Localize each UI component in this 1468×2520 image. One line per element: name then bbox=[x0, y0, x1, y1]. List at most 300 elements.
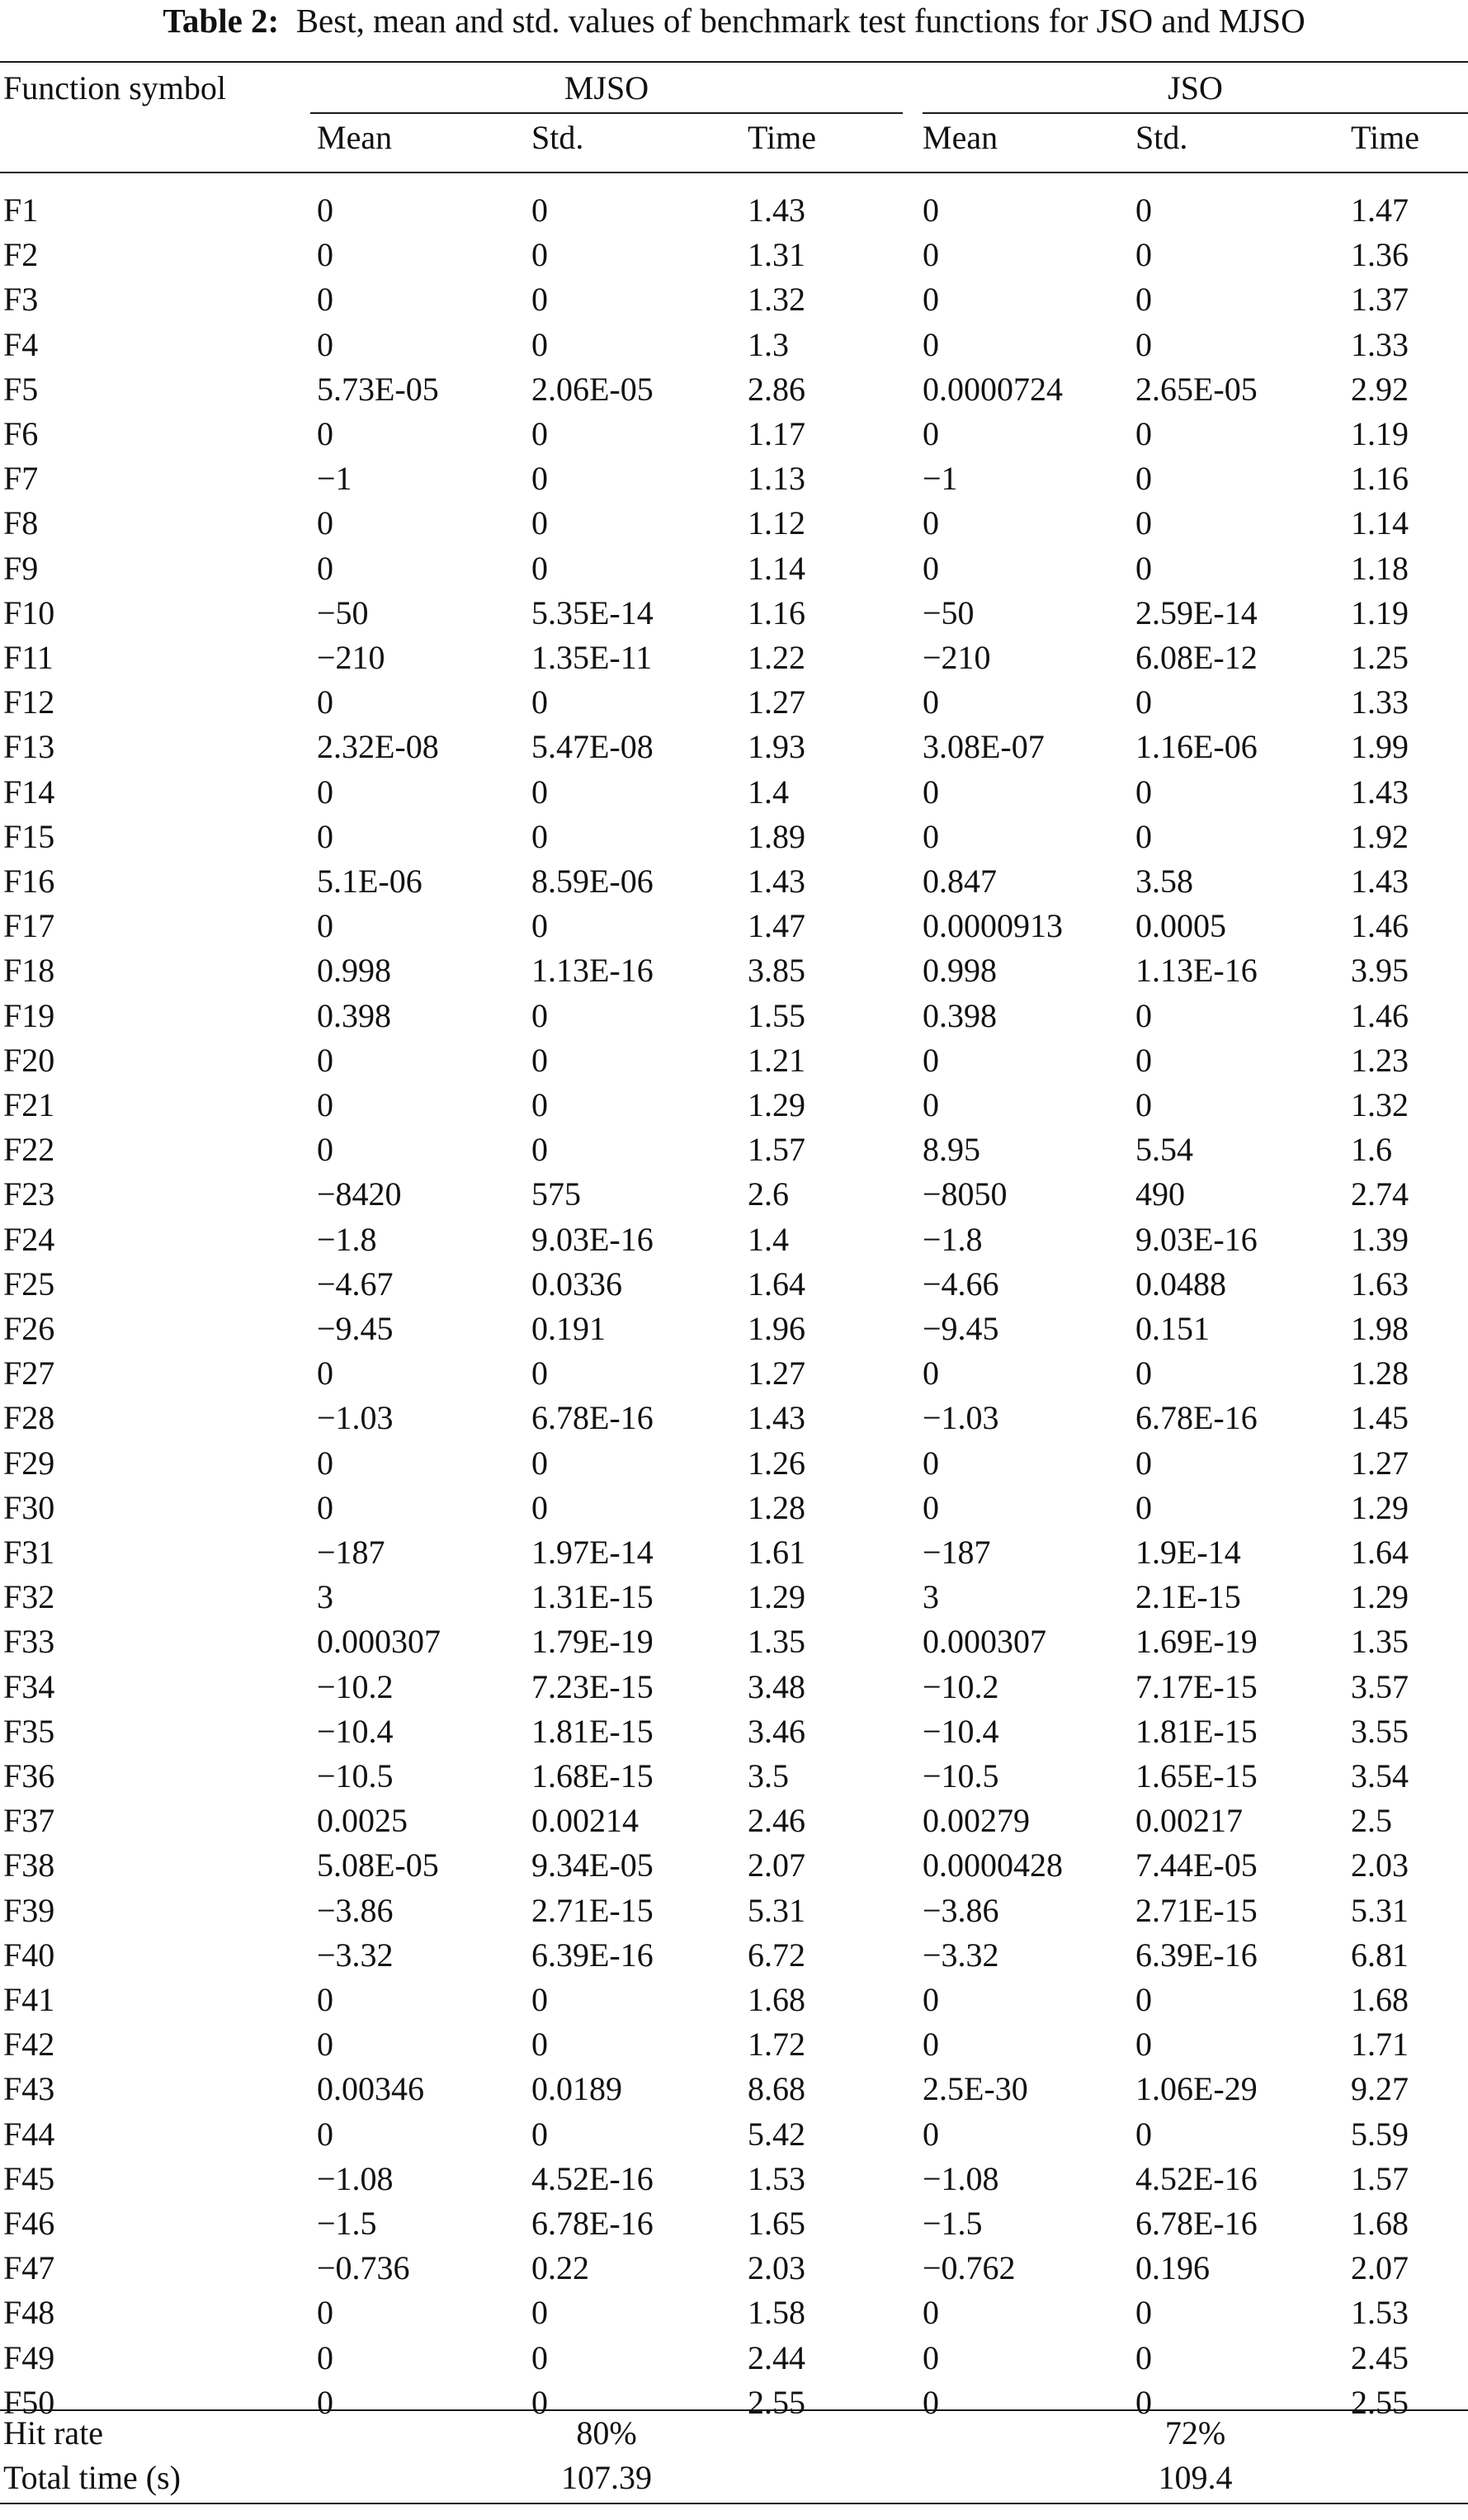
header-jso-mean: Mean bbox=[923, 119, 998, 156]
cell-jso-std: 0 bbox=[1135, 818, 1152, 855]
cell-mjso-time: 1.89 bbox=[748, 818, 805, 855]
cell-jso-time: 1.33 bbox=[1351, 683, 1409, 721]
cell-mjso-std: 1.35E-11 bbox=[531, 639, 653, 676]
cell-jso-mean: −3.86 bbox=[923, 1892, 999, 1929]
cell-jso-time: 9.27 bbox=[1351, 2070, 1409, 2107]
cell-mjso-time: 1.43 bbox=[748, 1399, 805, 1436]
cell-mjso-mean: −1 bbox=[317, 460, 352, 497]
header-rule bbox=[0, 172, 1468, 173]
cell-jso-time: 1.37 bbox=[1351, 281, 1409, 318]
cell-jso-mean: 0 bbox=[923, 191, 939, 229]
cell-mjso-std: 1.81E-15 bbox=[531, 1713, 654, 1750]
cell-function: F18 bbox=[3, 952, 55, 989]
footer-label: Hit rate bbox=[3, 2414, 104, 2451]
cell-mjso-std: 5.47E-08 bbox=[531, 728, 654, 765]
cell-jso-time: 1.98 bbox=[1351, 1310, 1409, 1347]
cell-jso-std: 0 bbox=[1135, 1981, 1152, 2018]
cell-mjso-time: 6.72 bbox=[748, 1936, 805, 1974]
cell-mjso-mean: 5.08E-05 bbox=[317, 1846, 439, 1884]
cell-jso-mean: 0 bbox=[923, 818, 939, 855]
cell-jso-mean: −1.08 bbox=[923, 2160, 999, 2197]
cell-mjso-mean: 0 bbox=[317, 1086, 333, 1123]
cell-mjso-time: 1.43 bbox=[748, 191, 805, 229]
bottom-rule bbox=[0, 2503, 1468, 2504]
cell-mjso-std: 0 bbox=[531, 460, 548, 497]
cell-mjso-mean: 0.998 bbox=[317, 952, 391, 989]
cell-mjso-time: 1.61 bbox=[748, 1534, 805, 1571]
cell-jso-time: 3.95 bbox=[1351, 952, 1409, 989]
cell-jso-time: 1.99 bbox=[1351, 728, 1409, 765]
cell-jso-mean: 0.000307 bbox=[923, 1623, 1046, 1660]
cell-jso-std: 0 bbox=[1135, 1086, 1152, 1123]
cell-mjso-time: 5.42 bbox=[748, 2116, 805, 2153]
cell-jso-mean: −1.03 bbox=[923, 1399, 999, 1436]
cell-jso-time: 1.68 bbox=[1351, 2205, 1409, 2242]
cell-function: F24 bbox=[3, 1221, 55, 1258]
cell-mjso-mean: 0 bbox=[317, 191, 333, 229]
footer-mjso-value: 80% bbox=[576, 2414, 637, 2451]
cell-jso-mean: −10.4 bbox=[923, 1713, 999, 1750]
cell-mjso-mean: 0 bbox=[317, 2339, 333, 2376]
cell-mjso-time: 1.26 bbox=[748, 1444, 805, 1482]
mjso-group-rule bbox=[310, 112, 903, 114]
cell-mjso-time: 1.16 bbox=[748, 594, 805, 631]
cell-function: F46 bbox=[3, 2205, 55, 2242]
cell-jso-mean: 0 bbox=[923, 1444, 939, 1482]
cell-mjso-mean: 0 bbox=[317, 326, 333, 363]
cell-function: F4 bbox=[3, 326, 39, 363]
cell-jso-mean: −10.5 bbox=[923, 1757, 999, 1794]
cell-mjso-time: 2.86 bbox=[748, 371, 805, 408]
cell-mjso-mean: −3.86 bbox=[317, 1892, 394, 1929]
cell-mjso-std: 9.34E-05 bbox=[531, 1846, 654, 1884]
cell-jso-std: 3.58 bbox=[1135, 863, 1193, 900]
cell-mjso-time: 1.3 bbox=[748, 326, 789, 363]
cell-mjso-mean: 5.73E-05 bbox=[317, 371, 439, 408]
cell-jso-time: 1.16 bbox=[1351, 460, 1409, 497]
cell-jso-std: 2.71E-15 bbox=[1135, 1892, 1258, 1929]
cell-jso-time: 2.5 bbox=[1351, 1802, 1392, 1839]
cell-mjso-time: 1.72 bbox=[748, 2026, 805, 2063]
cell-jso-std: 0 bbox=[1135, 2294, 1152, 2331]
cell-jso-time: 2.03 bbox=[1351, 1846, 1409, 1884]
cell-mjso-time: 1.22 bbox=[748, 639, 805, 676]
cell-mjso-std: 0.22 bbox=[531, 2249, 589, 2286]
cell-mjso-std: 0 bbox=[531, 2116, 548, 2153]
cell-jso-std: 0 bbox=[1135, 2384, 1152, 2421]
cell-mjso-mean: 0 bbox=[317, 550, 333, 587]
cell-mjso-std: 0 bbox=[531, 997, 548, 1034]
table-caption bbox=[0, 0, 1468, 41]
cell-mjso-mean: 0 bbox=[317, 1981, 333, 2018]
cell-mjso-mean: 0.000307 bbox=[317, 1623, 441, 1660]
cell-jso-std: 0 bbox=[1135, 1489, 1152, 1526]
cell-mjso-time: 2.55 bbox=[748, 2384, 805, 2421]
cell-mjso-mean: −4.67 bbox=[317, 1265, 394, 1303]
cell-mjso-time: 1.55 bbox=[748, 997, 805, 1034]
cell-jso-mean: 0 bbox=[923, 1086, 939, 1123]
cell-mjso-time: 1.28 bbox=[748, 1489, 805, 1526]
cell-mjso-time: 1.43 bbox=[748, 863, 805, 900]
cell-jso-time: 2.55 bbox=[1351, 2384, 1409, 2421]
cell-jso-mean: −8050 bbox=[923, 1175, 1008, 1213]
cell-jso-mean: 0 bbox=[923, 236, 939, 273]
cell-mjso-std: 0 bbox=[531, 1981, 548, 2018]
cell-mjso-mean: 2.32E-08 bbox=[317, 728, 439, 765]
cell-function: F29 bbox=[3, 1444, 55, 1482]
cell-mjso-time: 2.03 bbox=[748, 2249, 805, 2286]
cell-function: F32 bbox=[3, 1578, 55, 1615]
cell-jso-std: 1.65E-15 bbox=[1135, 1757, 1258, 1794]
cell-mjso-mean: −1.03 bbox=[317, 1399, 394, 1436]
cell-jso-std: 0 bbox=[1135, 773, 1152, 811]
cell-jso-std: 0 bbox=[1135, 997, 1152, 1034]
cell-mjso-mean: 0 bbox=[317, 683, 333, 721]
header-jso-std: Std. bbox=[1135, 119, 1188, 156]
cell-jso-time: 1.46 bbox=[1351, 907, 1409, 944]
cell-jso-mean: 0 bbox=[923, 2294, 939, 2331]
cell-jso-mean: 0 bbox=[923, 1042, 939, 1079]
cell-mjso-mean: 0 bbox=[317, 2116, 333, 2153]
cell-mjso-time: 1.31 bbox=[748, 236, 805, 273]
cell-jso-std: 1.9E-14 bbox=[1135, 1534, 1241, 1571]
cell-mjso-std: 1.97E-14 bbox=[531, 1534, 654, 1571]
cell-jso-time: 2.92 bbox=[1351, 371, 1409, 408]
cell-jso-std: 0 bbox=[1135, 460, 1152, 497]
cell-jso-mean: −0.762 bbox=[923, 2249, 1016, 2286]
cell-mjso-mean: −0.736 bbox=[317, 2249, 410, 2286]
cell-jso-mean: −9.45 bbox=[923, 1310, 999, 1347]
cell-jso-mean: 3.08E-07 bbox=[923, 728, 1045, 765]
cell-jso-std: 6.78E-16 bbox=[1135, 2205, 1258, 2242]
cell-function: F49 bbox=[3, 2339, 55, 2376]
cell-jso-std: 0 bbox=[1135, 504, 1152, 541]
cell-function: F2 bbox=[3, 236, 39, 273]
cell-mjso-time: 1.96 bbox=[748, 1310, 805, 1347]
cell-function: F38 bbox=[3, 1846, 55, 1884]
cell-jso-mean: 0 bbox=[923, 2339, 939, 2376]
cell-mjso-time: 1.65 bbox=[748, 2205, 805, 2242]
cell-jso-time: 1.63 bbox=[1351, 1265, 1409, 1303]
cell-jso-time: 1.28 bbox=[1351, 1355, 1409, 1392]
cell-function: F41 bbox=[3, 1981, 55, 2018]
cell-mjso-mean: −187 bbox=[317, 1534, 385, 1571]
cell-function: F33 bbox=[3, 1623, 55, 1660]
cell-mjso-time: 1.29 bbox=[748, 1086, 805, 1123]
cell-jso-time: 1.19 bbox=[1351, 415, 1409, 452]
cell-jso-std: 1.06E-29 bbox=[1135, 2070, 1258, 2107]
cell-mjso-mean: 0 bbox=[317, 2384, 333, 2421]
cell-mjso-mean: 0 bbox=[317, 1355, 333, 1392]
cell-mjso-std: 0 bbox=[531, 2294, 548, 2331]
cell-jso-time: 1.45 bbox=[1351, 1399, 1409, 1436]
cell-jso-std: 0 bbox=[1135, 236, 1152, 273]
cell-jso-mean: 0 bbox=[923, 2116, 939, 2153]
cell-mjso-mean: −210 bbox=[317, 639, 385, 676]
cell-mjso-std: 9.03E-16 bbox=[531, 1221, 654, 1258]
cell-jso-mean: −1.5 bbox=[923, 2205, 983, 2242]
cell-mjso-mean: 0 bbox=[317, 504, 333, 541]
cell-mjso-mean: 0 bbox=[317, 2026, 333, 2063]
cell-function: F27 bbox=[3, 1355, 55, 1392]
cell-jso-std: 1.13E-16 bbox=[1135, 952, 1258, 989]
cell-mjso-time: 1.21 bbox=[748, 1042, 805, 1079]
cell-function: F22 bbox=[3, 1131, 55, 1168]
cell-mjso-std: 0 bbox=[531, 907, 548, 944]
cell-mjso-time: 1.4 bbox=[748, 773, 789, 811]
cell-jso-time: 1.29 bbox=[1351, 1578, 1409, 1615]
cell-function: F47 bbox=[3, 2249, 55, 2286]
cell-function: F12 bbox=[3, 683, 55, 721]
cell-function: F7 bbox=[3, 460, 39, 497]
cell-function: F40 bbox=[3, 1936, 55, 1974]
cell-jso-mean: 0 bbox=[923, 2026, 939, 2063]
cell-jso-time: 1.36 bbox=[1351, 236, 1409, 273]
cell-jso-mean: 0.998 bbox=[923, 952, 997, 989]
cell-mjso-time: 8.68 bbox=[748, 2070, 805, 2107]
cell-mjso-mean: −1.5 bbox=[317, 2205, 377, 2242]
cell-mjso-std: 0 bbox=[531, 2384, 548, 2421]
cell-function: F42 bbox=[3, 2026, 55, 2063]
cell-jso-mean: 0 bbox=[923, 326, 939, 363]
cell-mjso-time: 1.93 bbox=[748, 728, 805, 765]
cell-function: F36 bbox=[3, 1757, 55, 1794]
cell-jso-std: 7.44E-05 bbox=[1135, 1846, 1258, 1884]
cell-jso-mean: 0 bbox=[923, 1489, 939, 1526]
header-mjso-time: Time bbox=[748, 119, 817, 156]
cell-mjso-time: 1.32 bbox=[748, 281, 805, 318]
cell-mjso-time: 3.46 bbox=[748, 1713, 805, 1750]
cell-jso-std: 0.0488 bbox=[1135, 1265, 1226, 1303]
cell-jso-std: 6.08E-12 bbox=[1135, 639, 1258, 676]
cell-jso-mean: 0.398 bbox=[923, 997, 997, 1034]
cell-mjso-time: 2.6 bbox=[748, 1175, 789, 1213]
caption-text: Best, mean and std. values of benchmark test functions for JSO and MJSO bbox=[295, 2, 1305, 40]
cell-mjso-mean: 0 bbox=[317, 773, 333, 811]
cell-mjso-std: 0 bbox=[531, 504, 548, 541]
footer-jso-value: 72% bbox=[1164, 2414, 1226, 2451]
cell-function: F44 bbox=[3, 2116, 55, 2153]
cell-mjso-std: 0.00214 bbox=[531, 1802, 639, 1839]
cell-mjso-mean: 0 bbox=[317, 1131, 333, 1168]
cell-mjso-std: 0 bbox=[531, 191, 548, 229]
cell-mjso-time: 2.44 bbox=[748, 2339, 805, 2376]
cell-mjso-std: 0 bbox=[531, 415, 548, 452]
cell-jso-mean: 0 bbox=[923, 2384, 939, 2421]
cell-function: F30 bbox=[3, 1489, 55, 1526]
cell-jso-time: 1.92 bbox=[1351, 818, 1409, 855]
cell-mjso-time: 1.12 bbox=[748, 504, 805, 541]
cell-mjso-mean: 0.0025 bbox=[317, 1802, 408, 1839]
cell-jso-mean: 3 bbox=[923, 1578, 939, 1615]
cell-jso-time: 5.59 bbox=[1351, 2116, 1409, 2153]
cell-jso-std: 0 bbox=[1135, 191, 1152, 229]
cell-jso-time: 1.39 bbox=[1351, 1221, 1409, 1258]
cell-mjso-std: 0 bbox=[531, 1086, 548, 1123]
cell-jso-std: 0.00217 bbox=[1135, 1802, 1243, 1839]
cell-function: F9 bbox=[3, 550, 39, 587]
cell-jso-std: 0 bbox=[1135, 1042, 1152, 1079]
cell-mjso-mean: −10.2 bbox=[317, 1668, 394, 1705]
cell-jso-std: 0 bbox=[1135, 326, 1152, 363]
cell-function: F45 bbox=[3, 2160, 55, 2197]
cell-mjso-time: 5.31 bbox=[748, 1892, 805, 1929]
cell-function: F21 bbox=[3, 1086, 55, 1123]
cell-mjso-time: 1.57 bbox=[748, 1131, 805, 1168]
cell-function: F23 bbox=[3, 1175, 55, 1213]
footer-label: Total time (s) bbox=[3, 2459, 181, 2496]
cell-jso-mean: 0.0000913 bbox=[923, 907, 1063, 944]
cell-mjso-time: 1.4 bbox=[748, 1221, 789, 1258]
cell-function: F20 bbox=[3, 1042, 55, 1079]
cell-jso-mean: −4.66 bbox=[923, 1265, 999, 1303]
cell-mjso-std: 2.71E-15 bbox=[531, 1892, 654, 1929]
cell-mjso-time: 1.14 bbox=[748, 550, 805, 587]
cell-jso-mean: 0 bbox=[923, 504, 939, 541]
cell-function: F10 bbox=[3, 594, 55, 631]
cell-jso-std: 1.69E-19 bbox=[1135, 1623, 1258, 1660]
cell-jso-std: 2.1E-15 bbox=[1135, 1578, 1241, 1615]
cell-function: F11 bbox=[3, 639, 54, 676]
cell-jso-mean: 0 bbox=[923, 1355, 939, 1392]
cell-jso-time: 1.33 bbox=[1351, 326, 1409, 363]
cell-jso-time: 6.81 bbox=[1351, 1936, 1409, 1974]
cell-mjso-time: 3.85 bbox=[748, 952, 805, 989]
cell-jso-time: 3.55 bbox=[1351, 1713, 1409, 1750]
cell-mjso-mean: 0 bbox=[317, 818, 333, 855]
cell-jso-mean: 8.95 bbox=[923, 1131, 980, 1168]
cell-mjso-std: 1.68E-15 bbox=[531, 1757, 654, 1794]
cell-mjso-std: 0 bbox=[531, 2026, 548, 2063]
cell-function: F1 bbox=[3, 191, 39, 229]
header-mjso-std: Std. bbox=[531, 119, 584, 156]
cell-mjso-time: 2.07 bbox=[748, 1846, 805, 1884]
caption-label: Table 2: bbox=[163, 2, 280, 40]
cell-jso-std: 0.151 bbox=[1135, 1310, 1210, 1347]
cell-mjso-std: 0 bbox=[531, 550, 548, 587]
cell-mjso-time: 2.46 bbox=[748, 1802, 805, 1839]
cell-mjso-mean: 0 bbox=[317, 236, 333, 273]
cell-jso-mean: −10.2 bbox=[923, 1668, 999, 1705]
cell-function: F34 bbox=[3, 1668, 55, 1705]
cell-jso-time: 5.31 bbox=[1351, 1892, 1409, 1929]
cell-jso-mean: 0 bbox=[923, 281, 939, 318]
cell-mjso-std: 8.59E-06 bbox=[531, 863, 654, 900]
cell-mjso-std: 6.39E-16 bbox=[531, 1936, 654, 1974]
cell-mjso-time: 1.47 bbox=[748, 907, 805, 944]
cell-jso-std: 1.81E-15 bbox=[1135, 1713, 1258, 1750]
cell-function: F25 bbox=[3, 1265, 55, 1303]
cell-mjso-mean: −3.32 bbox=[317, 1936, 394, 1974]
cell-jso-time: 2.45 bbox=[1351, 2339, 1409, 2376]
cell-jso-std: 4.52E-16 bbox=[1135, 2160, 1258, 2197]
cell-mjso-std: 0 bbox=[531, 1489, 548, 1526]
cell-jso-std: 0.196 bbox=[1135, 2249, 1210, 2286]
cell-mjso-mean: 5.1E-06 bbox=[317, 863, 422, 900]
cell-mjso-std: 0 bbox=[531, 2339, 548, 2376]
cell-mjso-std: 5.35E-14 bbox=[531, 594, 654, 631]
cell-function: F19 bbox=[3, 997, 55, 1034]
cell-jso-std: 7.17E-15 bbox=[1135, 1668, 1258, 1705]
cell-mjso-time: 1.27 bbox=[748, 683, 805, 721]
cell-mjso-time: 1.13 bbox=[748, 460, 805, 497]
cell-jso-std: 0 bbox=[1135, 683, 1152, 721]
cell-function: F37 bbox=[3, 1802, 55, 1839]
cell-mjso-time: 1.53 bbox=[748, 2160, 805, 2197]
header-mjso: MJSO bbox=[564, 69, 649, 106]
cell-jso-mean: 0 bbox=[923, 683, 939, 721]
cell-mjso-time: 1.17 bbox=[748, 415, 805, 452]
cell-mjso-std: 1.31E-15 bbox=[531, 1578, 654, 1615]
cell-mjso-mean: 0.398 bbox=[317, 997, 391, 1034]
header-function-symbol: Function symbol bbox=[3, 69, 227, 106]
top-rule bbox=[0, 61, 1468, 63]
cell-jso-mean: 0 bbox=[923, 1981, 939, 2018]
cell-mjso-std: 4.52E-16 bbox=[531, 2160, 654, 2197]
cell-jso-std: 0 bbox=[1135, 1444, 1152, 1482]
cell-jso-time: 1.47 bbox=[1351, 191, 1409, 229]
cell-jso-std: 0 bbox=[1135, 281, 1152, 318]
cell-jso-time: 1.6 bbox=[1351, 1131, 1392, 1168]
header-jso-time: Time bbox=[1351, 119, 1420, 156]
cell-mjso-mean: −10.4 bbox=[317, 1713, 394, 1750]
cell-jso-std: 9.03E-16 bbox=[1135, 1221, 1258, 1258]
cell-function: F26 bbox=[3, 1310, 55, 1347]
cell-jso-std: 2.65E-05 bbox=[1135, 371, 1258, 408]
cell-jso-mean: 0.847 bbox=[923, 863, 997, 900]
cell-jso-time: 1.64 bbox=[1351, 1534, 1409, 1571]
cell-jso-time: 1.18 bbox=[1351, 550, 1409, 587]
cell-jso-mean: −187 bbox=[923, 1534, 991, 1571]
cell-function: F6 bbox=[3, 415, 39, 452]
cell-mjso-std: 0 bbox=[531, 281, 548, 318]
cell-function: F43 bbox=[3, 2070, 55, 2107]
cell-mjso-std: 0 bbox=[531, 1355, 548, 1392]
cell-jso-std: 0 bbox=[1135, 2116, 1152, 2153]
cell-mjso-std: 0 bbox=[531, 773, 548, 811]
cell-jso-time: 1.53 bbox=[1351, 2294, 1409, 2331]
jso-group-rule bbox=[923, 112, 1468, 114]
cell-jso-time: 1.23 bbox=[1351, 1042, 1409, 1079]
footer-jso-value: 109.4 bbox=[1158, 2459, 1233, 2496]
cell-function: F15 bbox=[3, 818, 55, 855]
cell-mjso-mean: 0 bbox=[317, 907, 333, 944]
cell-jso-mean: 0.0000428 bbox=[923, 1846, 1063, 1884]
cell-jso-std: 0 bbox=[1135, 415, 1152, 452]
cell-jso-time: 1.46 bbox=[1351, 997, 1409, 1034]
header-mjso-mean: Mean bbox=[317, 119, 393, 156]
cell-mjso-time: 1.35 bbox=[748, 1623, 805, 1660]
cell-jso-std: 0.0005 bbox=[1135, 907, 1226, 944]
cell-jso-std: 490 bbox=[1135, 1175, 1185, 1213]
cell-function: F39 bbox=[3, 1892, 55, 1929]
cell-jso-time: 1.35 bbox=[1351, 1623, 1409, 1660]
cell-mjso-mean: 0 bbox=[317, 281, 333, 318]
cell-mjso-std: 0.0336 bbox=[531, 1265, 622, 1303]
cell-jso-time: 1.68 bbox=[1351, 1981, 1409, 2018]
cell-jso-std: 0 bbox=[1135, 1355, 1152, 1392]
cell-function: F14 bbox=[3, 773, 55, 811]
cell-mjso-mean: −50 bbox=[317, 594, 369, 631]
footer-mjso-value: 107.39 bbox=[561, 2459, 652, 2496]
cell-mjso-std: 1.13E-16 bbox=[531, 952, 654, 989]
cell-jso-mean: −1.8 bbox=[923, 1221, 983, 1258]
cell-jso-mean: 0.0000724 bbox=[923, 371, 1063, 408]
cell-jso-time: 1.27 bbox=[1351, 1444, 1409, 1482]
cell-function: F16 bbox=[3, 863, 55, 900]
cell-jso-std: 6.39E-16 bbox=[1135, 1936, 1258, 1974]
cell-jso-time: 1.19 bbox=[1351, 594, 1409, 631]
